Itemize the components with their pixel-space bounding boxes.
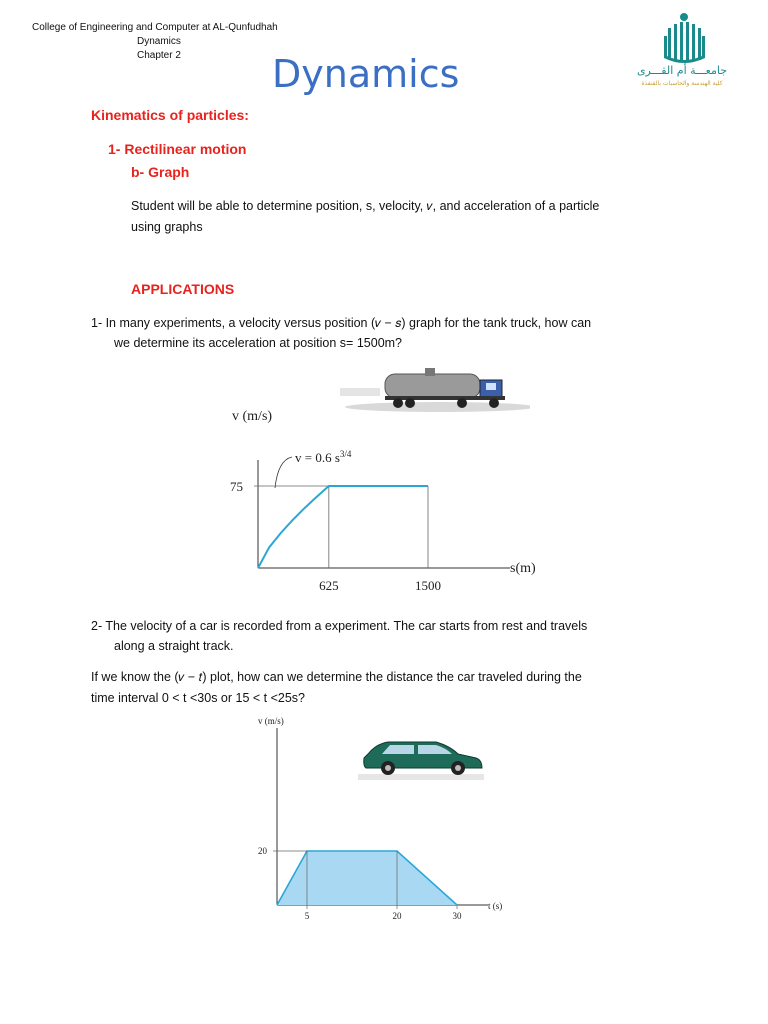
chart2-y-tick-label: 20 (258, 846, 267, 856)
chart1-velocity-curve (258, 486, 428, 568)
chart2-xlabel: t (s) (488, 901, 503, 911)
chart1-x-tick-label: 1500 (415, 578, 441, 593)
page-title: Dynamics (272, 52, 460, 96)
chart1-ylabel: v (m/s) (232, 409, 273, 424)
section-item-graph: b- Graph (131, 164, 190, 180)
applications-heading: APPLICATIONS (131, 281, 235, 297)
header-college: College of Engineering and Computer at AL-Qunfudhah (32, 22, 278, 33)
chart1-y-tick-label: 75 (230, 479, 243, 494)
chart2-x-tick-label: 5 (304, 911, 310, 921)
chart2-ylabel: v (m/s) (258, 716, 284, 726)
chart2-area-fill (277, 851, 457, 905)
question2-line2: along a straight track. (114, 639, 234, 653)
header-chapter: Chapter 2 (137, 50, 181, 61)
section-heading: Kinematics of particles: (91, 107, 249, 123)
section-item-rectilinear: 1- Rectilinear motion (108, 141, 247, 157)
chart1-xlabel: s(m) (510, 561, 536, 576)
question2-para-line1: If we know the (𝑣 − 𝑡) plot, how can we determine the distance the car traveled during the (91, 670, 582, 684)
chart2-x-tick-label: 30 (452, 911, 462, 921)
logo-arabic-name: جامعـــة أم القـــرى (636, 64, 728, 77)
question2-line1: 2- The velocity of a car is recorded from a experiment. The car starts from rest and travels (91, 619, 588, 633)
velocity-position-chart (220, 400, 550, 600)
chart1-annotation-leader (275, 457, 292, 488)
objective-line2: using graphs (131, 220, 203, 234)
header-course: Dynamics (137, 36, 181, 47)
chart1-annotation: v = 0.6 $s^{3/4}$ (295, 449, 352, 465)
question1-line1: 1- In many experiments, a velocity versus position (𝑣 − 𝑠) graph for the tank truck, how can (91, 316, 592, 330)
question2-para-line2: time interval 0 < t <30s or 15 < t <25s? (91, 691, 306, 705)
objective-line1: Student will be able to determine position, s, velocity, 𝑣, and acceleration of a particle (131, 199, 600, 213)
chart2-x-tick-label: 20 (392, 911, 402, 921)
chart1-x-tick-label: 625 (319, 578, 339, 593)
logo-arabic-sub: كلية الهندسة والحاسبات بالقنفذة (641, 80, 723, 87)
velocity-time-chart (250, 712, 520, 932)
question1-line2: we determine its acceleration at position s= 1500m? (114, 336, 403, 350)
